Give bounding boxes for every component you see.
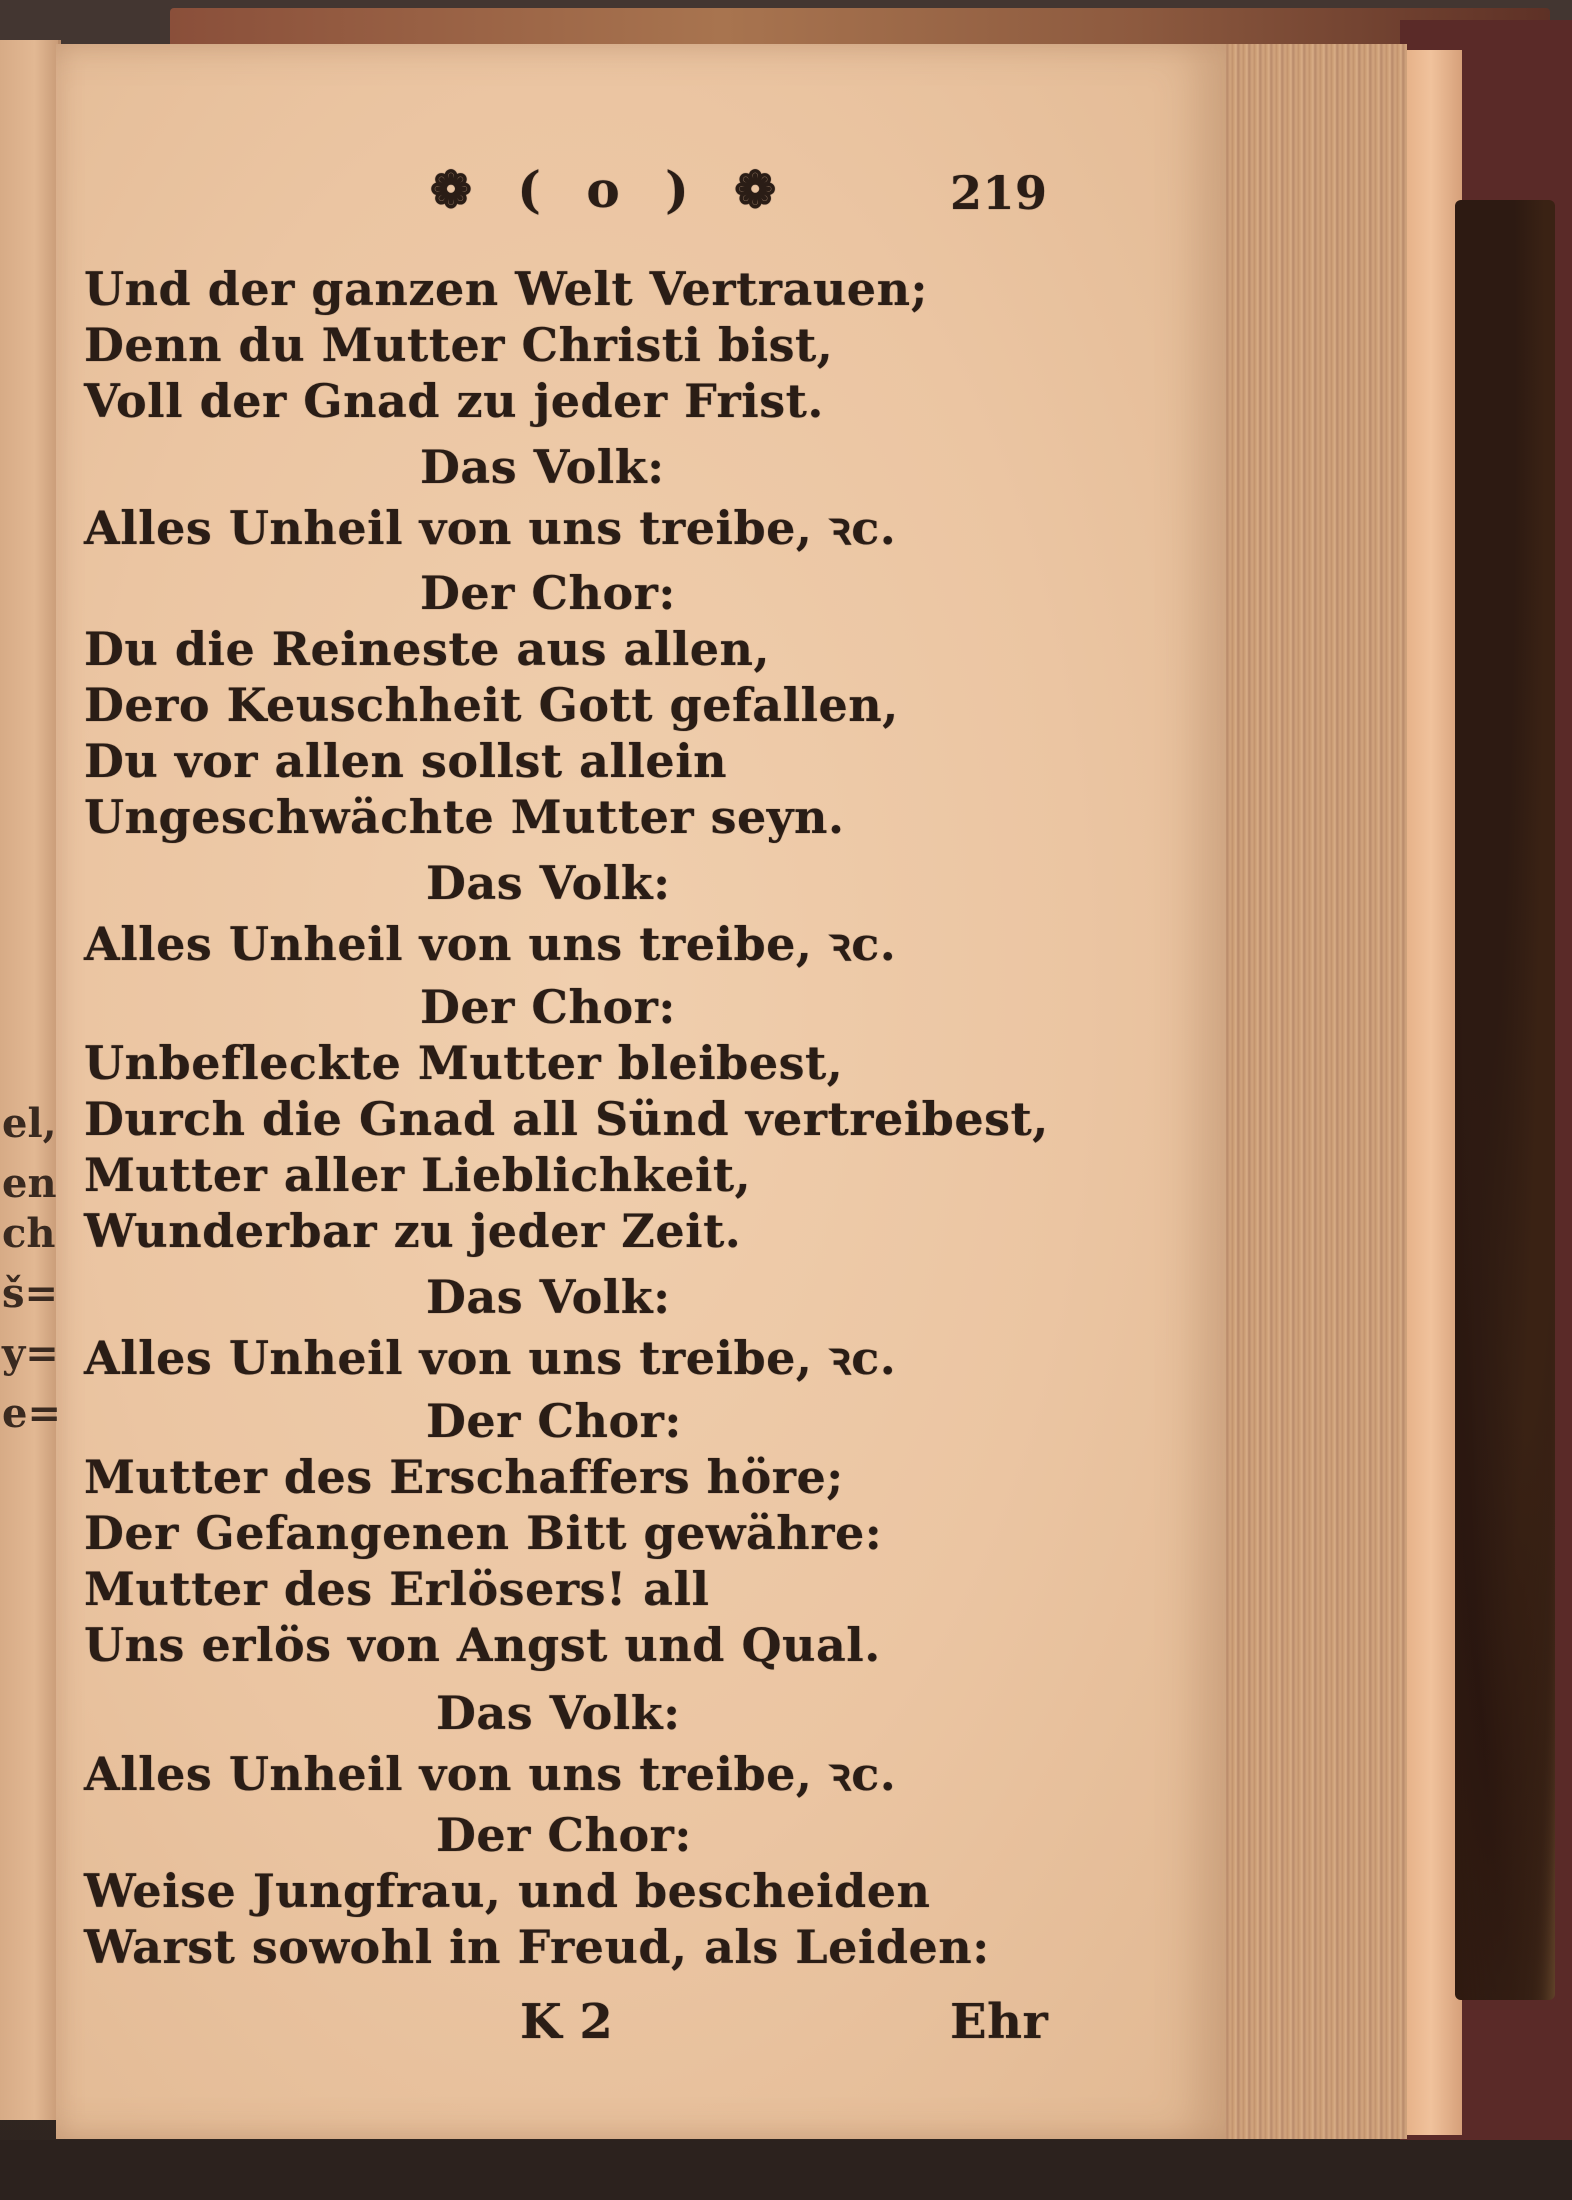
signature-mark: K 2 <box>520 1994 614 2050</box>
refrain-line: Alles Unheil von uns treibe, ꝛc. <box>84 917 897 971</box>
refrain-line: Alles Unheil von uns treibe, ꝛc. <box>84 1747 897 1801</box>
left-page-fragment: el, <box>2 1100 57 1147</box>
speaker-heading: Der Chor: <box>426 1394 682 1448</box>
speaker-heading: Der Chor: <box>420 980 676 1034</box>
speaker-heading: Der Chor: <box>436 1808 692 1862</box>
page-block-edges <box>1222 44 1407 2139</box>
speaker-heading: Das Volk: <box>426 856 671 910</box>
verse-line: Du die Reineste aus allen, <box>84 622 771 676</box>
left-page-fragment: en <box>2 1160 57 1207</box>
refrain-line: Alles Unheil von uns treibe, ꝛc. <box>84 1331 897 1385</box>
left-page-fragment: y= <box>2 1330 59 1377</box>
catchword: Ehr <box>950 1994 1049 2050</box>
speaker-heading: Der Chor: <box>420 566 676 620</box>
verse-line: Dero Keuschheit Gott gefallen, <box>84 678 899 732</box>
verse-line: Denn du Mutter Christi bist, <box>84 318 834 372</box>
marbled-cover-edge <box>1455 200 1555 2000</box>
verse-line: Mutter des Erschaffers höre; <box>84 1450 844 1504</box>
left-page-fragment: š= <box>2 1270 59 1317</box>
page-number: 219 <box>950 166 1048 220</box>
verse-line: Ungeschwächte Mutter seyn. <box>84 790 845 844</box>
verse-line: Der Gefangenen Bitt gewähre: <box>84 1506 883 1560</box>
facing-page-edge <box>0 40 61 2120</box>
verse-line: Du vor allen sollst allein <box>84 734 728 788</box>
header-ornament: ❁ ( o ) ❁ <box>430 160 791 219</box>
speaker-heading: Das Volk: <box>426 1270 671 1324</box>
left-page-fragment: ch <box>2 1210 56 1257</box>
verse-line: Durch die Gnad all Sünd vertreibest, <box>84 1092 1049 1146</box>
verse-line: Voll der Gnad zu jeder Frist. <box>84 374 824 428</box>
page-block-outer-edge <box>1400 50 1462 2135</box>
speaker-heading: Das Volk: <box>420 440 665 494</box>
refrain-line: Alles Unheil von uns treibe, ꝛc. <box>84 501 897 555</box>
verse-line: Mutter aller Lieblichkeit, <box>84 1148 752 1202</box>
verse-line: Mutter des Erlösers! all <box>84 1562 710 1616</box>
verse-line: Warst sowohl in Freud, als Leiden: <box>84 1920 990 1974</box>
verse-line: Unbefleckte Mutter bleibest, <box>84 1036 844 1090</box>
left-page-fragment: e= <box>2 1390 61 1437</box>
scan-background-bottom <box>0 2140 1572 2200</box>
verse-line: Uns erlös von Angst und Qual. <box>84 1618 881 1672</box>
book-headband <box>170 8 1550 48</box>
verse-line: Wunderbar zu jeder Zeit. <box>84 1204 742 1258</box>
speaker-heading: Das Volk: <box>436 1686 681 1740</box>
verse-line: Und der ganzen Welt Vertrauen; <box>84 262 928 316</box>
verse-line: Weise Jungfrau, und bescheiden <box>84 1864 931 1918</box>
